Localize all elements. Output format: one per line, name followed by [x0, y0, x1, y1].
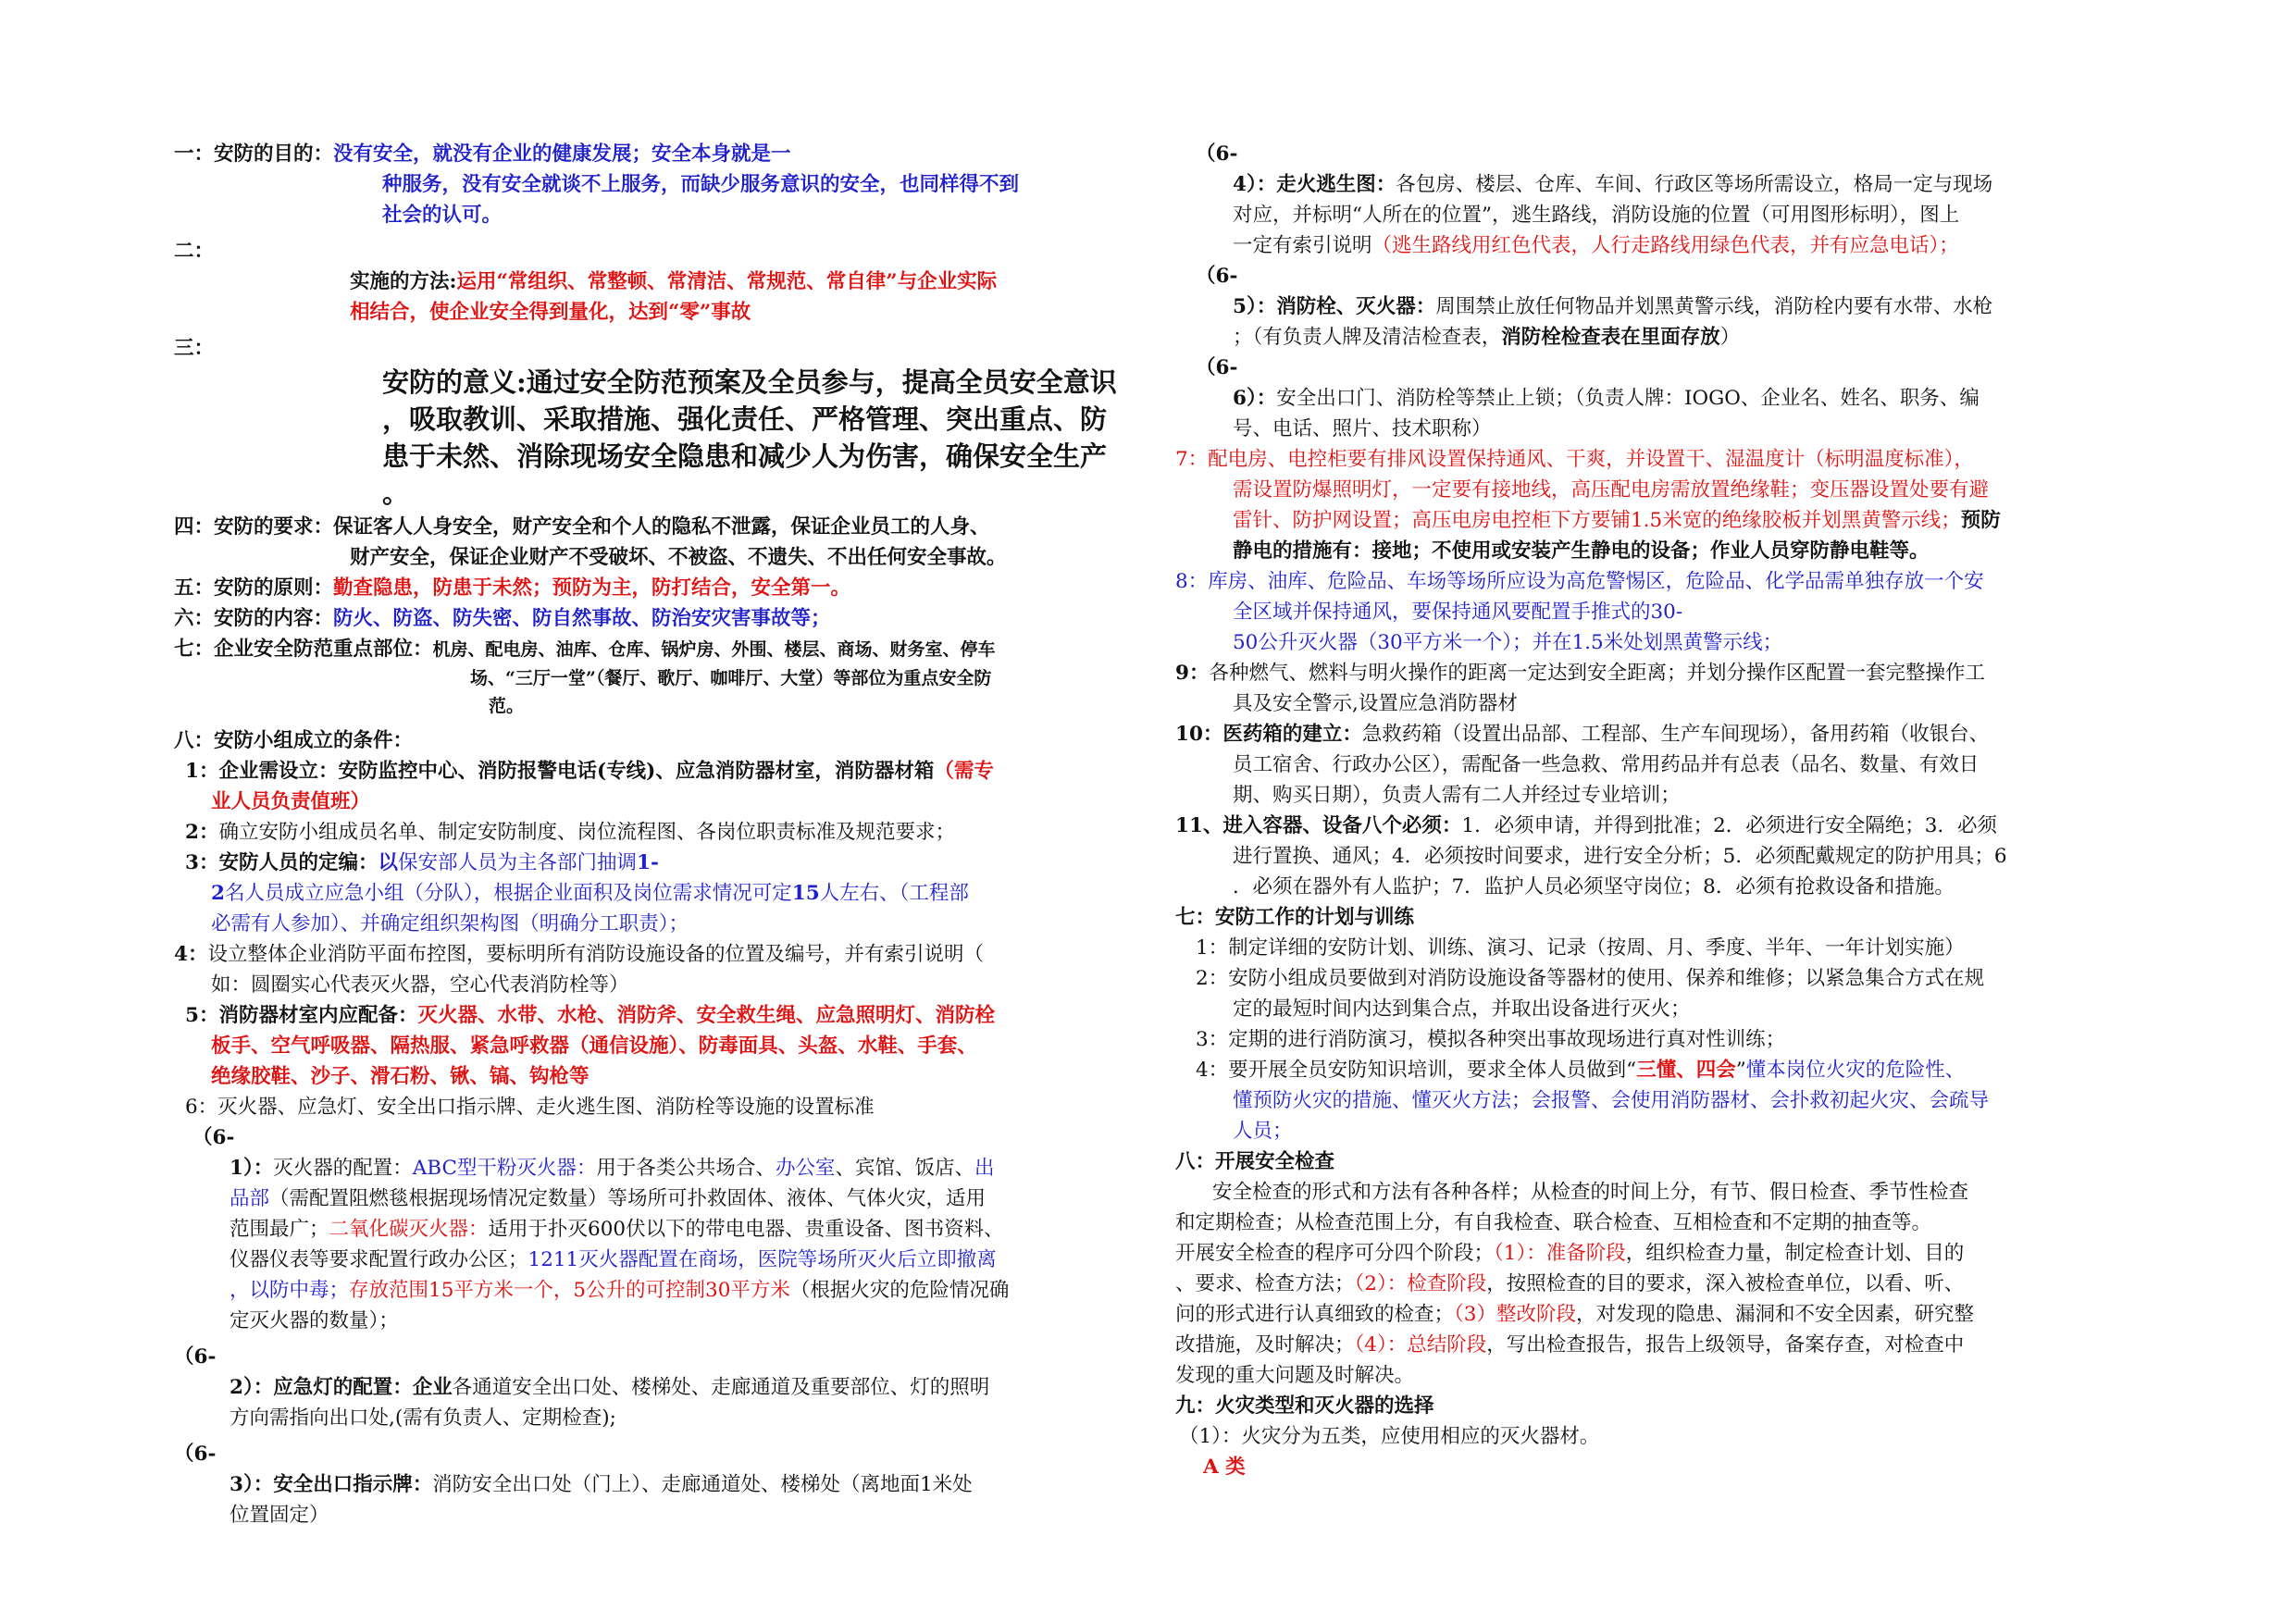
text-run: 适用于扑灭600伏以下的带电电器、贵重设备、图书资料、 — [488, 1218, 1004, 1241]
text-line — [174, 1275, 1146, 1306]
text-run: ” — [1735, 1059, 1746, 1082]
text-line — [1175, 1146, 2128, 1177]
text-run: ．必须在器外有人监护；7．监护人员必须坚守岗位；8．必须有抢救设备和措施。 — [1233, 875, 1955, 898]
text-run: 灭火器、水带、水枪、消防斧、安全救生绳、应急照明灯、消防栓 — [417, 1004, 995, 1027]
text-line — [1175, 230, 2128, 261]
text-line — [174, 848, 1146, 878]
text-run: 周围禁止放任何物品并划黑黄警示线，消防栓内要有水带、水枪 — [1435, 295, 1993, 318]
text-line — [174, 475, 1146, 512]
text-line — [174, 1214, 1146, 1245]
text-run: 1：企业需设立： — [185, 760, 339, 783]
text-run: 各包房、楼层、仓库、车间、行政区等场所需设立，格局一定与现场 — [1396, 173, 1993, 196]
text-run: （6- — [1196, 265, 1238, 288]
right-column — [1175, 139, 2128, 1482]
text-line — [1175, 1269, 2128, 1299]
text-run: （4）：总结阶段 — [1354, 1333, 1487, 1357]
text-run: 各种燃气、燃料与明火操作的距离一定达到安全距离；并划分操作区配置一套完整操作工 — [1209, 662, 1985, 685]
text-line — [1175, 1238, 2128, 1269]
text-run: 八：安防小组成立的条件： — [174, 729, 414, 752]
text-run: 一：安防的目的： — [174, 142, 334, 166]
text-line — [1175, 169, 2128, 200]
text-run: 定的最短时间内达到集合点，并取出设备进行灭火； — [1233, 997, 1691, 1021]
text-run: 4： — [174, 943, 208, 966]
text-run: 板手、空气呼吸器、隔热服、紧急呼救器（通信设施）、防毒面具、头盔、水鞋、手套、 — [211, 1035, 977, 1058]
text-run: 6：灭火器、应急灯、安全出口指示牌、走火逃生图、消防栓等设施的设置标准 — [185, 1096, 875, 1119]
text-run: 需设置防爆照明灯，一定要有接地线，高压配电房需放置绝缘鞋；变压器设置处要有避 — [1233, 478, 1990, 502]
text-run: 勤查隐患，防患于未然；预防为主，防打结合，安全第一。 — [333, 576, 851, 600]
text-line — [1175, 139, 2128, 169]
text-line — [1175, 414, 2128, 444]
text-run: ，写出检查报告，报告上级领导，备案存查，对检查中 — [1486, 1333, 1965, 1357]
text-run: 1：制定详细的安防计划、训练、演习、记录（按周、月、季度、半年、一年计划实施） — [1196, 936, 1965, 960]
text-run: （2）：检查阶段 — [1354, 1272, 1487, 1295]
text-line — [1175, 1024, 2128, 1055]
text-line — [174, 603, 1146, 634]
text-line — [1175, 1330, 2128, 1360]
text-line — [174, 817, 1146, 848]
text-run: 1- — [637, 851, 659, 874]
text-line — [1175, 291, 2128, 322]
text-run: 全区域并保持通风，要保持通风要配置手推式的30- — [1233, 601, 1683, 624]
text-run: 安全出口门、消防栓等禁止上锁；（负责人牌：IOGO、企业名、姓名、职务、编 — [1276, 387, 1980, 410]
text-line — [174, 756, 1146, 787]
text-line — [1175, 475, 2128, 505]
text-run: 对应，并标明“人所在的位置”，逃生路线，消防设施的位置（可用图形标明），图上 — [1233, 204, 1960, 227]
text-run: （需配置阻燃毯根据现场情况定数量）等场所可扑救固体、液体、气体火灾，适用 — [269, 1187, 987, 1210]
text-line — [1175, 597, 2128, 627]
text-run: 、宾馆、饭店、 — [835, 1157, 974, 1180]
text-line — [174, 1342, 1146, 1372]
text-line — [1175, 566, 2128, 597]
text-run: 发现的重大问题及时解决。 — [1175, 1364, 1415, 1387]
text-run: 消防栓检查表在里面存放 — [1501, 326, 1720, 349]
text-run: 安防的意义:通过安全防范预案及全员参与，提高全员安全意识 — [382, 366, 1117, 398]
text-run: 六：安防的内容： — [174, 607, 334, 630]
text-line — [174, 200, 1146, 230]
text-run: 3：定期的进行消防演习，模拟各种突出事故现场进行真对性训练； — [1196, 1028, 1786, 1051]
text-run: 4）：走火逃生图： — [1233, 173, 1396, 196]
text-line — [174, 1372, 1146, 1403]
text-line — [174, 139, 1146, 169]
text-run: 5：消防器材室内应配备： — [185, 1004, 418, 1027]
text-run: 改措施，及时解决； — [1175, 1333, 1355, 1357]
text-run: 存放范围15平方米一个，5公升的可控制30平方米 — [349, 1279, 790, 1302]
text-run: 必需有人参加）、并确定组织架构图（明确分工职责）； — [211, 912, 689, 935]
text-run: ，组织检查力量，制定检查计划、目的 — [1625, 1242, 1965, 1265]
text-run: 进行置换、通风；4．必须按时间要求，进行安全分析；5．必须配戴规定的防护用具；6 — [1233, 845, 2007, 868]
text-run: 11、进入容器、设备八个必须： — [1175, 814, 1462, 837]
text-run: 名人员成立应急小组（分队），根据企业面积及岗位需求情况可定 — [224, 882, 792, 905]
text-run: ） — [1719, 326, 1741, 349]
text-run: （6- — [1196, 142, 1238, 166]
text-line — [174, 333, 1146, 364]
text-run: 9： — [1175, 662, 1210, 685]
text-line — [1175, 444, 2128, 475]
text-line — [174, 364, 1146, 401]
text-line — [174, 787, 1146, 817]
text-run: ，对发现的隐患、漏洞和不安全因素，研究整 — [1575, 1303, 1974, 1326]
text-line — [1175, 353, 2128, 383]
text-line — [174, 266, 1146, 297]
text-run: （6- — [1196, 356, 1238, 379]
text-line — [1175, 1299, 2128, 1330]
text-line — [1175, 200, 2128, 230]
text-run: 定灭火器的数量）； — [230, 1309, 399, 1332]
text-line — [1175, 1085, 2128, 1116]
text-run: 患于未然、消除现场安全隐患和减少人为伤害，确保安全生产 — [382, 440, 1108, 472]
text-run: （1）：火灾分为五类，应使用相应的灭火器材。 — [1179, 1425, 1600, 1448]
text-line — [174, 297, 1146, 328]
text-line — [174, 692, 1146, 720]
text-run: 范围最广； — [230, 1218, 329, 1241]
text-line — [1175, 658, 2128, 688]
text-run: 各通道安全出口处、楼梯处、走廊通道及重要部位、灯的照明 — [452, 1376, 990, 1399]
text-run: 问的形式进行认真细致的检查； — [1175, 1303, 1455, 1326]
text-run: 2： — [185, 821, 219, 844]
text-run: 1）： — [230, 1157, 274, 1180]
text-line — [1175, 750, 2128, 780]
text-line — [174, 573, 1146, 603]
text-run: 安全检查的形式和方法有各种各样；从检查的时间上分，有节、假日检查、季节性检查 — [1212, 1181, 1969, 1204]
text-line — [174, 878, 1146, 909]
text-run: 办公室 — [775, 1157, 836, 1180]
text-line — [1175, 1452, 2128, 1482]
text-line — [174, 1403, 1146, 1433]
text-run: 五：安防的原则： — [174, 576, 334, 600]
text-run: 人左右、（工程部 — [819, 882, 969, 905]
text-run: 8：库房、油库、危险品、车场等场所应设为高危警惕区，危险品、化学品需单独存放一个安 — [1175, 570, 1984, 593]
text-line — [1175, 841, 2128, 872]
text-line — [1175, 1055, 2128, 1085]
text-line — [174, 1439, 1146, 1469]
text-run: 懂本岗位火灾的危险性、 — [1745, 1059, 1966, 1082]
text-run: 3：安防人员的定编： — [185, 851, 379, 874]
text-run: 二： — [174, 240, 215, 263]
text-line — [174, 1122, 1146, 1153]
text-run: 财产安全，保证企业财产不受破坏、不被盗、不遗失、不出任何安全事故。 — [350, 546, 1007, 569]
text-run: 员工宿舍、行政办公区），需配备一些急救、常用药品并有总表（品名、数量、有效日 — [1233, 753, 1980, 776]
text-run: 品部 — [230, 1187, 270, 1210]
text-run: 三： — [174, 337, 215, 360]
text-run: ，吸取教训、采取措施、强化责任、严格管理、突出重点、防 — [382, 403, 1108, 435]
text-run: 出 — [974, 1157, 995, 1180]
text-run: 2：安防小组成员要做到对消防设施设备等器材的使用、保养和维修；以紧急集合方式在规 — [1196, 967, 1985, 990]
text-run: （需专 — [934, 760, 994, 783]
text-run: 6）： — [1233, 387, 1277, 410]
text-line — [174, 1031, 1146, 1061]
text-run: 绝缘胶鞋、沙子、滑石粉、锹、镐、钩枪等 — [211, 1065, 590, 1088]
text-line — [1175, 261, 2128, 291]
text-line — [1175, 780, 2128, 811]
text-line — [1175, 1177, 2128, 1208]
text-run: 设立整体企业消防平面布控图，要标明所有消防设施设备的位置及编号，并有索引说明（ — [207, 943, 984, 966]
text-line — [174, 169, 1146, 200]
text-run: 开展安全检查的程序可分四个阶段； — [1175, 1242, 1495, 1265]
text-run: 确立安防小组成员名单、制定安防制度、岗位流程图、各岗位职责标准及规范要求； — [218, 821, 955, 844]
text-line — [174, 664, 1146, 692]
text-run: 相结合，使企业安全得到量化，达到“零”事故 — [350, 301, 751, 324]
text-run: （1）：准备阶段 — [1494, 1242, 1626, 1265]
text-run: ，以防中毒； — [230, 1279, 350, 1302]
text-line — [1175, 688, 2128, 719]
text-run: 2 — [211, 882, 225, 905]
text-run: 以 — [378, 851, 398, 874]
text-line — [1175, 1421, 2128, 1452]
text-run: （6- — [174, 1443, 217, 1466]
text-line — [174, 1000, 1146, 1031]
text-run: （6- — [174, 1345, 217, 1369]
text-run: 50公升灭火器（30平方米一个）；并在1.5米处划黑黄警示线； — [1233, 631, 1783, 654]
text-line — [174, 1092, 1146, 1122]
text-line — [174, 1183, 1146, 1214]
text-line — [1175, 627, 2128, 658]
text-line — [174, 1306, 1146, 1336]
text-run: 懂预防火灾的措施、懂灭火方法；会报警、会使用消防器材、会扑救初起火灾、会疏导 — [1233, 1089, 1990, 1112]
text-line — [174, 1245, 1146, 1275]
text-run: 安防监控中心、消防报警电话(专线)、应急消防器材室，消防器材箱 — [338, 760, 935, 783]
text-run: 灭火器的配置： — [273, 1157, 413, 1180]
text-line — [1175, 994, 2128, 1024]
text-line — [1175, 536, 2128, 566]
text-run: 运用“常组织、常整顿、常清洁、常规范、常自律”与企业实际 — [456, 270, 998, 293]
text-run: ；（有负责人牌及清洁检查表， — [1233, 326, 1502, 349]
text-run: ABC型干粉灭火器： — [412, 1157, 597, 1180]
text-run: 号、电话、照片、技术职称） — [1233, 417, 1492, 440]
text-run: 急救药箱（设置出品部、工程部、生产车间现场），备用药箱（收银台、 — [1361, 723, 1990, 746]
text-run: 位置固定） — [230, 1504, 329, 1527]
text-run: 实施的方法: — [350, 270, 457, 293]
text-line — [1175, 322, 2128, 353]
text-line — [1175, 872, 2128, 902]
text-run: 1．必须申请，并得到批准；2．必须进行安全隔绝；3．必须 — [1461, 814, 1997, 837]
text-run: 九：火灾类型和灭火器的选择 — [1175, 1394, 1434, 1418]
text-line — [1175, 719, 2128, 750]
text-run: （根据火灾的危险情况确 — [789, 1279, 1010, 1302]
text-run: 1211灭火器配置在商场，医院等场所灭火后立即撤离 — [527, 1248, 997, 1271]
text-line — [1175, 811, 2128, 841]
text-run: 场、“三厅一堂”（餐厅、歌厅、咖啡厅、大堂）等部位为重点安全防 — [470, 668, 992, 688]
text-run: 、要求、检查方法； — [1175, 1272, 1355, 1295]
text-run: A 类 — [1203, 1456, 1246, 1479]
text-line — [1175, 383, 2128, 414]
text-run: 和定期检查；从检查范围上分，有自我检查、联合检查、互相检查和不定期的抽查等。 — [1175, 1211, 1932, 1234]
text-run: 三懂、四会 — [1636, 1059, 1736, 1082]
text-line — [1175, 902, 2128, 933]
text-run: 一定有索引说明 — [1233, 234, 1372, 257]
text-line — [1175, 963, 2128, 994]
text-run: 15 — [791, 882, 820, 905]
text-line — [174, 542, 1146, 573]
text-run: 4：要开展全员安防知识培训，要求全体人员做到“ — [1196, 1059, 1637, 1082]
text-run: 防火、防盗、防失密、防自然事故、防治安灾害事故等； — [333, 607, 831, 630]
text-run: 四：安防的要求：保证客人人身安全，财产安全和个人的隐私不泄露，保证企业员工的人身、 — [174, 515, 990, 539]
text-run: ，按照检查的目的要求，深入被检查单位，以看、听、 — [1486, 1272, 1965, 1295]
text-line — [1175, 933, 2128, 963]
text-run: （逃生路线用红色代表，人行走路线用绿色代表，并有应急电话）； — [1371, 234, 1959, 257]
text-run: 社会的认可。 — [382, 204, 503, 227]
text-line — [174, 909, 1146, 939]
text-run: 3）：安全出口指示牌： — [230, 1473, 433, 1496]
text-run: 保安部人员为主各部门抽调 — [397, 851, 637, 874]
text-run: 10：医药箱的建立： — [1175, 723, 1362, 746]
text-run: 2）：应急灯的配置：企业 — [230, 1376, 453, 1399]
text-run: 二氧化碳灭火器： — [329, 1218, 489, 1241]
text-run: 预防 — [1960, 509, 2001, 532]
text-line — [174, 939, 1146, 970]
text-line — [174, 1500, 1146, 1530]
text-run: 。 — [382, 477, 410, 509]
text-run: 雷针、防护网设置；高压电房电控柜下方要铺1.5米宽的绝缘胶板并划黑黄警示线； — [1233, 509, 1961, 532]
text-line — [174, 634, 1146, 664]
text-run: （6- — [192, 1126, 235, 1149]
text-run: 七：企业安全防范重点部位： — [174, 638, 433, 661]
text-line — [1175, 505, 2128, 536]
text-line — [174, 401, 1146, 438]
text-run: 机房、配电房、油库、仓库、锅炉房、外围、楼层、商场、财务室、停车 — [432, 639, 996, 660]
text-run: 用于各类公共场合、 — [596, 1157, 776, 1180]
text-run: 种服务，没有安全就谈不上服务，而缺少服务意识的安全，也同样得不到 — [382, 173, 1020, 196]
text-line — [174, 1469, 1146, 1500]
text-run: 期、购买日期），负责人需有二人并经过专业培训； — [1233, 784, 1681, 807]
text-run: 八：开展安全检查 — [1175, 1150, 1335, 1173]
text-run: 七：安防工作的计划与训练 — [1175, 906, 1415, 929]
text-run: 消防安全出口处（门上）、走廊通道处、楼梯处（离地面1米处 — [432, 1473, 973, 1496]
left-column — [174, 139, 1146, 1530]
text-run: （3）整改阶段 — [1454, 1303, 1576, 1326]
text-run: 没有安全，就没有企业的健康发展；安全本身就是一 — [333, 142, 791, 166]
text-line — [174, 970, 1146, 1000]
text-run: 如：圆圈实心代表灭火器，空心代表消防栓等） — [211, 973, 629, 997]
text-line — [174, 725, 1146, 756]
text-run: 5）：消防栓、灭火器： — [1233, 295, 1436, 318]
text-line — [1175, 1391, 2128, 1421]
text-line — [174, 236, 1146, 266]
text-line — [1175, 1116, 2128, 1146]
text-run: 范。 — [489, 696, 525, 716]
text-run: 7：配电房、电控柜要有排风设置保持通风、干爽，并设置干、湿温度计（标明温度标准）， — [1175, 448, 1974, 471]
text-line — [1175, 1360, 2128, 1391]
text-line — [174, 1061, 1146, 1092]
text-line — [174, 438, 1146, 475]
text-run: 人员； — [1233, 1120, 1293, 1143]
text-run: 仪器仪表等要求配置行政办公区； — [230, 1248, 528, 1271]
text-run: 具及安全警示,设置应急消防器材 — [1233, 692, 1518, 715]
text-run: 方向需指向出口处,(需有负责人、定期检查); — [230, 1406, 616, 1430]
text-line — [174, 1153, 1146, 1183]
text-run: 静电的措施有：接地；不使用或安装产生静电的设备；作业人员穿防静电鞋等。 — [1233, 539, 1930, 563]
text-run: 业人员负责值班） — [211, 790, 371, 813]
text-line — [174, 512, 1146, 542]
text-line — [1175, 1208, 2128, 1238]
